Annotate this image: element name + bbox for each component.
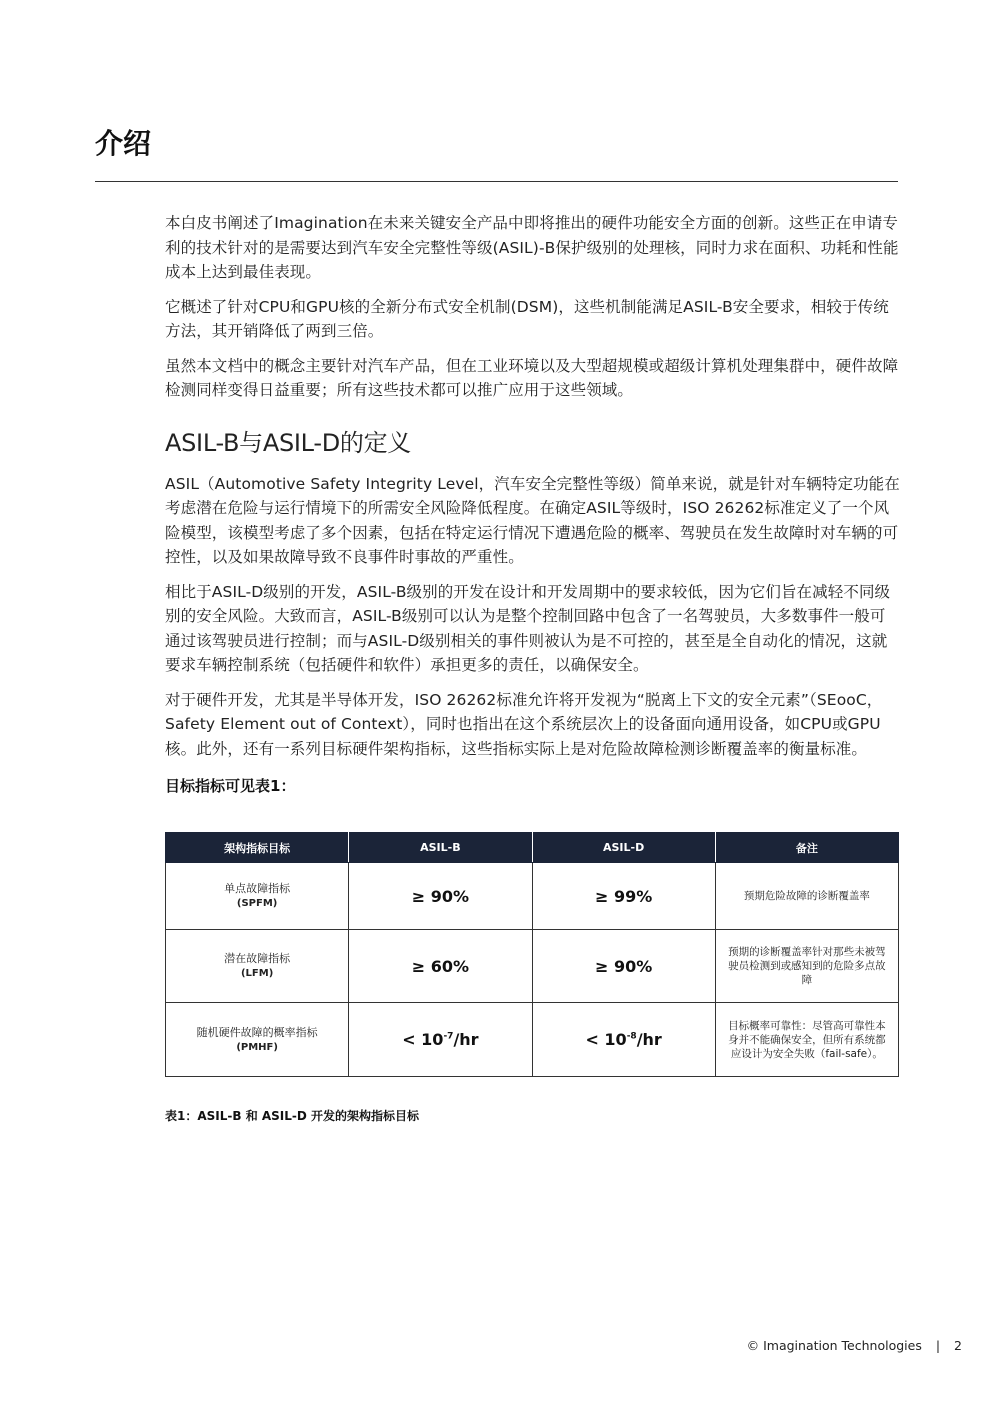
intro-paragraph-3: 虽然本文档中的概念主要针对汽车产品，但在工业环境以及大型超规模或超级计算机处理集群中，硬件故障检测同样变得日益重要；所有这些技术都可以推广应用于这些领域。 xyxy=(165,356,899,399)
note-cell: 预期危险故障的诊断覆盖率 xyxy=(715,863,898,930)
note-cell: 目标概率可靠性：尽管高可靠性本身并不能确保安全，但所有系统都应设计为安全失败（fail-safe）。 xyxy=(715,1003,898,1077)
metric-name-cell xyxy=(166,1003,349,1077)
asil-d-value xyxy=(532,1003,715,1077)
page-title: 介绍 xyxy=(95,127,152,160)
section-paragraph-2: 相比于ASIL-D级别的开发，ASIL-B级别的开发在设计和开发周期中的要求较低，因为它们旨在减轻不同级别的安全风险。大致而言，ASIL-B级别可以认为是整个控制回路中包含了一名驾驶员，大多数事件一般可通过该驾驶员进行控制；而与ASIL-D级别相关的事件则被认为是不可控的，甚至是全自动化的情况，这就要求车辆控制系统（包括硬件和软件）承担更多的责任，以确保安全。 xyxy=(165,582,891,674)
asil-d-value: ≥ 99% xyxy=(532,863,715,930)
table-row xyxy=(166,863,899,930)
asil-b-value: ≥ 60% xyxy=(349,930,532,1003)
asil-d-unit: /hr xyxy=(636,1030,662,1049)
title-divider xyxy=(95,181,898,182)
header-asil-d: ASIL-D xyxy=(532,833,715,863)
table-row xyxy=(166,930,899,1003)
table-header-row xyxy=(166,833,899,863)
intro-paragraph-1: 本白皮书阐述了Imagination在未来关键安全产品中即将推出的硬件功能安全方面的创新。这些正在申请专利的技术针对的是需要达到汽车安全完整性等级(ASIL)-B保护级别的处理核，同时力求在面积、功耗和性能成本上达到最佳表现。 xyxy=(165,214,899,281)
metric-abbr: (PMHF) xyxy=(236,1041,278,1053)
metric-abbr: (LFM) xyxy=(240,968,274,979)
asil-b-base: < 10 xyxy=(402,1030,444,1049)
page-number: 2 xyxy=(954,1338,962,1353)
metrics-table xyxy=(165,832,899,1077)
main-content xyxy=(165,211,900,1124)
note-cell: 预期的诊断覆盖率针对那些未被驾驶员检测到或感知到的危险多点故障 xyxy=(715,930,898,1003)
asil-b-value: ≥ 90% xyxy=(349,863,532,930)
table-row xyxy=(166,1003,899,1077)
table-intro: 目标指标可见表1： xyxy=(165,777,296,795)
asil-d-base: < 10 xyxy=(585,1030,627,1049)
footer-copyright: © Imagination Technologies xyxy=(746,1338,922,1353)
footer-separator: | xyxy=(935,1338,941,1353)
asil-b-exponent: -7 xyxy=(443,1031,454,1042)
asil-d-exponent: -8 xyxy=(626,1031,637,1042)
header-metric: 架构指标目标 xyxy=(166,833,349,863)
metric-name: 单点故障指标 xyxy=(224,882,291,895)
table-caption: 表1：ASIL-B 和 ASIL-D 开发的架构指标目标 xyxy=(165,1109,420,1123)
metric-abbr: (SPFM) xyxy=(236,898,278,909)
header-asil-b: ASIL-B xyxy=(349,833,532,863)
metric-name-cell xyxy=(166,863,349,930)
section-paragraph-3: 对于硬件开发，尤其是半导体开发，ISO 26262标准允许将开发视为“脱离上下文的安全元素”（SEooC，Safety Element out of Context），同时也指出在这个系统层次上的设备面向通用设备，如CPU或GPU核。此外，还有一系列目标硬件架构指标，这些指标实际上是对危险故障检测诊断覆盖率的衡量标准。 xyxy=(165,690,883,758)
asil-b-value xyxy=(349,1003,532,1077)
metric-name-cell xyxy=(166,930,349,1003)
metric-name: 随机硬件故障的概率指标 xyxy=(196,1025,318,1039)
asil-d-value: ≥ 90% xyxy=(532,930,715,1003)
footer xyxy=(747,1338,962,1353)
section-heading: ASIL-B与ASIL-D的定义 xyxy=(165,428,411,457)
intro-paragraph-2: 它概述了针对CPU和GPU核的全新分布式安全机制(DSM)，这些机制能满足ASIL-B安全要求，相较于传统方法，其开销降低了两到三倍。 xyxy=(165,297,889,340)
section-paragraph-1: ASIL（Automotive Safety Integrity Level，汽车安全完整性等级）简单来说，就是针对车辆特定功能在考虑潜在危险与运行情境下的所需安全风险降低程度。在确定ASIL等级时，ISO 26262标准定义了一个风险模型，该模型考虑了多个因素，包括在特定运行情况下遭遇危险的概率、驾驶员在发生故障时对车辆的可控性，以及如果故障导致不良事件时事故的严重性。 xyxy=(165,474,900,566)
metric-name: 潜在故障指标 xyxy=(224,952,291,965)
header-notes: 备注 xyxy=(715,833,898,863)
asil-b-unit: /hr xyxy=(453,1030,479,1049)
